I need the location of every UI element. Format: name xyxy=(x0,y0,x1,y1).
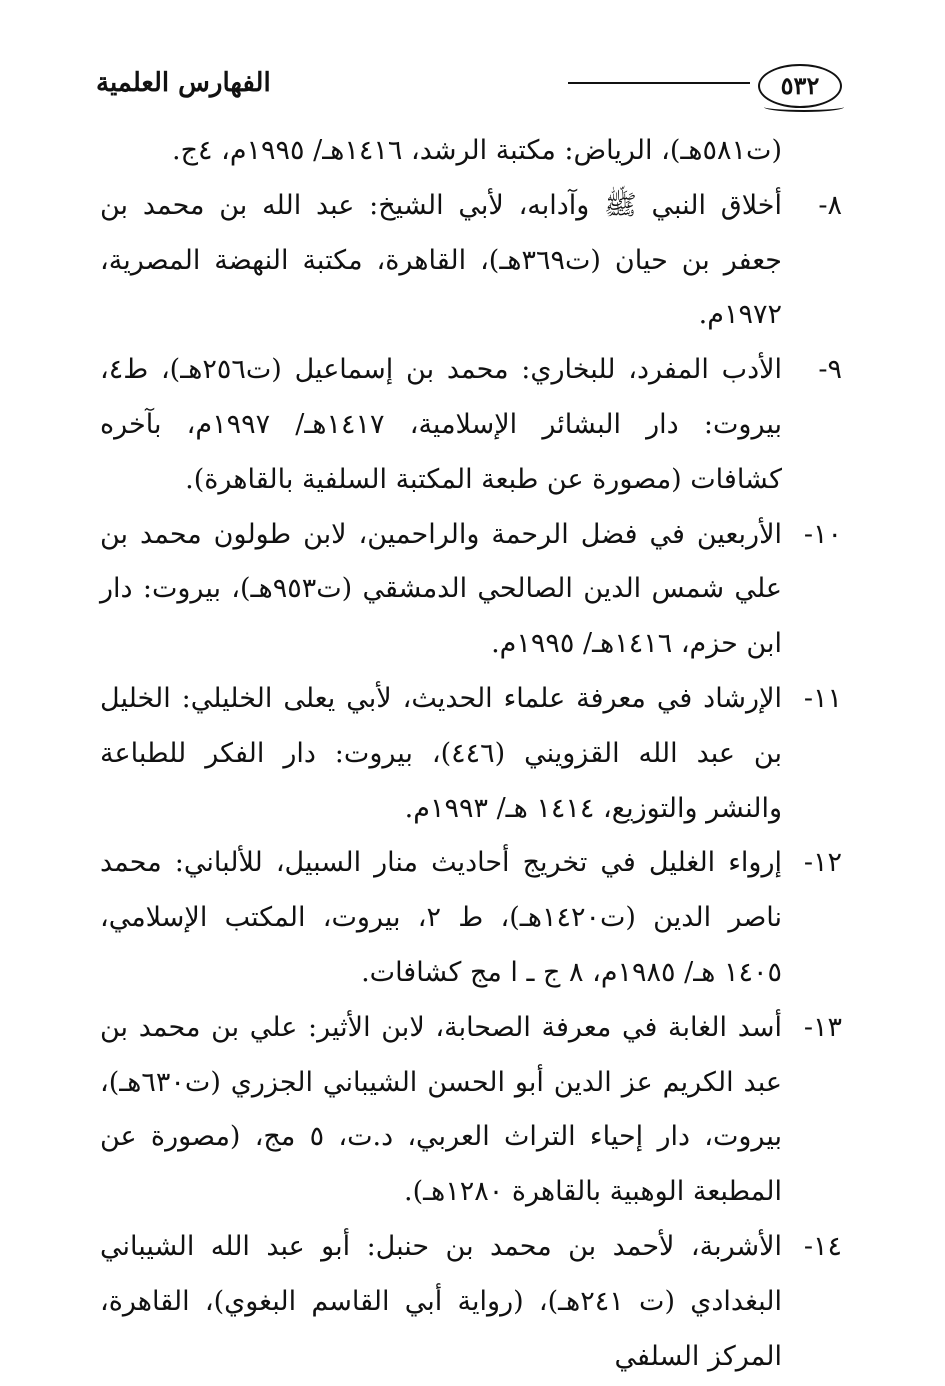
bibliography-entry-10 xyxy=(100,508,842,672)
page-number: ٥٣٢ xyxy=(758,64,842,108)
bibliography-entry-continuation xyxy=(100,124,842,179)
entry-number: ٩- xyxy=(818,354,843,386)
bibliography-entry-8 xyxy=(100,179,842,343)
entry-text: (ت٥٨١هـ)، الرياض: مكتبة الرشد، ١٤١٦هـ/ ١٩٩٥م، ٤ج. xyxy=(172,135,782,166)
entry-number: ١٣- xyxy=(803,1011,842,1043)
bibliography-entry-13 xyxy=(100,1001,842,1220)
bibliography-entry-9 xyxy=(100,343,842,507)
running-header xyxy=(96,58,842,114)
entry-number: ٨- xyxy=(818,189,842,221)
entry-number: ١٢- xyxy=(803,847,842,879)
bibliography-list xyxy=(100,124,842,1384)
running-title: الفهارس العلمية xyxy=(96,68,271,98)
entry-text: أخلاق النبي ﷺ وآدابه، لأبي الشيخ: عبد الله بن محمد بن جعفر بن حيان (ت٣٦٩هـ)، القاهرة، مكتبة النهضة المصرية، ١٩٧٢م. xyxy=(100,189,783,331)
entry-text: أسد الغابة في معرفة الصحابة، لابن الأثير: علي بن محمد بن عبد الكريم عز الدين أبو الحسن الشيباني الجزري (ت٦٣٠هـ)، بيروت، دار إحياء التراث العربي، د.ت، ٥ مج، (مصورة عن المطبعة الوهبية بالقاهرة ١٢٨٠هـ). xyxy=(100,1011,782,1208)
entry-text: الأربعين في فضل الرحمة والراحمين، لابن طولون محمد بن علي شمس الدين الصالحي الدمشقي (ت٩٥٣هـ)، بيروت: دار ابن حزم، ١٤١٦هـ/ ١٩٩٥م. xyxy=(100,518,782,660)
entry-number: ١٤- xyxy=(803,1230,842,1262)
entry-text: الأشربة، لأحمد بن محمد بن حنبل: أبو عبد الله الشيباني البغدادي (ت ٢٤١هـ)، (رواية أبي القاسم البغوي)، القاهرة، المركز السلفي xyxy=(100,1230,782,1372)
bibliography-entry-11 xyxy=(100,672,842,836)
entry-text: الأدب المفرد، للبخاري: محمد بن إسماعيل (ت٢٥٦هـ)، ط٤، بيروت: دار البشائر الإسلامية، ١٤١٧هـ/ ١٩٩٧م، بآخره كشافات (مصورة عن طبعة المكتبة السلفية بالقاهرة). xyxy=(100,354,783,495)
entry-text: الإرشاد في معرفة علماء الحديث، لأبي يعلى الخليلي: الخليل بن عبد الله القزويني (٤٤٦)، بيروت: دار الفكر للطباعة والنشر والتوزيع، ١٤١٤ هـ/ ١٩٩٣م. xyxy=(100,682,782,824)
entry-number: ١١- xyxy=(803,682,842,714)
bibliography-entry-12 xyxy=(100,836,842,1000)
entry-text: إرواء الغليل في تخريج أحاديث منار السبيل، للألباني: محمد ناصر الدين (ت١٤٢٠هـ)، ط ٢، بيروت، المكتب الإسلامي، ١٤٠٥ هـ/ ١٩٨٥م، ٨ ج ـ ا مج كشافات. xyxy=(100,847,782,988)
bibliography-entry-14 xyxy=(100,1220,842,1384)
entry-number: ١٠- xyxy=(803,518,842,550)
header-rule xyxy=(568,82,750,84)
